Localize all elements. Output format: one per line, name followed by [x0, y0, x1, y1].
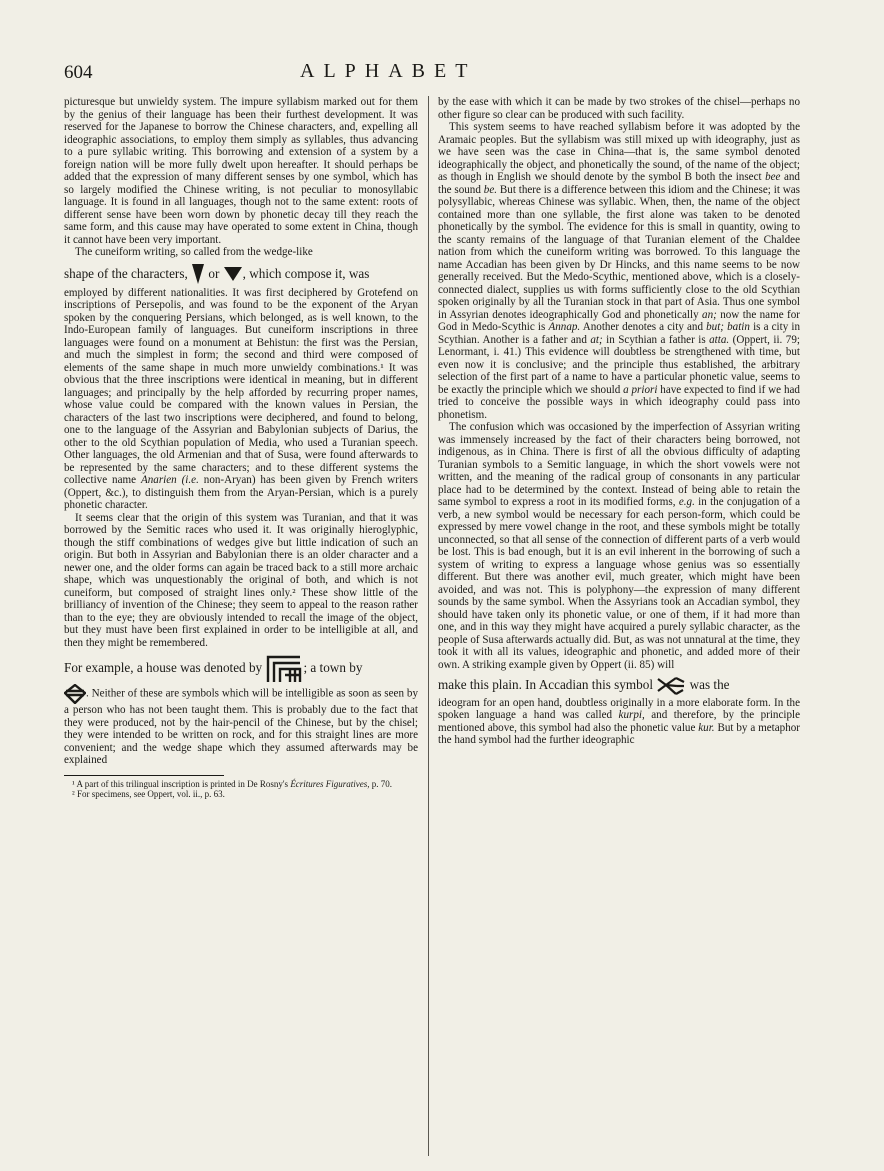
page-number: 604: [64, 62, 93, 83]
italic-term: kur.: [698, 721, 715, 734]
text: . Neither of these are symbols which will be intelligible as soon as seen by a person who has not been taught them. This is probably due to the fact that they were produced, not by the hair-pencil of the Chinese, but by the chisel; they were intended to be written on rock, and for this straight lines are more convenient; and the wedge shape which they assumed afterwards may be explained: [64, 687, 418, 766]
text: p. 70.: [371, 778, 392, 789]
left-column: [64, 96, 418, 800]
text: and therefore, by the principle mentioned above, this symbol had also the phonetic value: [438, 709, 801, 734]
text: The confusion which was occasioned by the imperfection of Assyrian writing was immensely increased by the fact of their characters being borrowed, not indigenous, as in China. There is first of all the obvious difficulty of adapting Turanian symbols to a Semitic language, in which the short vowels were not written, and the meaning of the radical group of consonants in any particular place had to be determined by the context. Instead of being able to retain the same symbol to express a root in its modified forms,: [438, 421, 800, 508]
column-divider: [428, 96, 429, 1156]
text: But by a metaphor the hand symbol had the further ideographic: [438, 721, 801, 747]
text: non-Aryan) has been given by French writers (Oppert, &c.), to distinguish them from the Aryan-Persian, which is a purely phonetic character.: [64, 474, 418, 511]
italic-term: Annap.: [548, 321, 581, 333]
figure-line: [438, 674, 800, 697]
italic-term: a priori: [623, 383, 658, 396]
text: is a city in Scythian. Another is a father and: [438, 321, 800, 346]
text: and the sound: [438, 171, 800, 196]
footnote: [64, 779, 418, 790]
text: in the conjugation of a verb, a new symbol would be necessary for each person-form, which could be expressed by mere vowel change in the root, and these symbols might be totally unconnected, so that all sense of the connection of different parts of a verb would be lost. This is bad enough, but it is an evil inherent in the borrowing of such a system of writing to express a language whose genius was so essentially different. But there was another evil, much greater, which might have been avoided, and was not. This is polyphony—the expression of many different sounds by the same symbol. When the Assyrians took an Accadian symbol, they should have taken only its phonetic value, or one of them, if it had more than one, and in this way they might have acquired a purely syllabic character, as the people of Susa afterwards actually did. But, as was not unnatural at the time, they took it with all its values, ideographic and phonetic, and added more of their own. A striking example given by Oppert (ii. 85) will: [438, 496, 801, 671]
italic-term: an;: [702, 308, 717, 321]
text: in Scythian a father is: [606, 333, 706, 346]
wedge-shape-line: [64, 261, 418, 287]
text: was the: [689, 677, 730, 692]
italic-term: (i.e.: [181, 474, 199, 486]
footnote-divider: [64, 775, 224, 776]
paragraph: The cuneiform writing, so called from the wedge-like: [75, 246, 313, 258]
paragraph: [438, 421, 800, 671]
italic-term: be.: [483, 183, 498, 196]
text: (Oppert, ii. 79; Lenormant, i. 41.) This evidence will doubtless be strengthened with time, but even now it is conclusive; and the principle thus established, the arbitrary selection of the first part of a name to have a particular phonetic value, seems to be exactly the principle which we should: [438, 333, 800, 396]
italic-term: Anarien: [140, 474, 177, 486]
italic-term: batin: [727, 321, 750, 333]
text: have expected to find if we had tried to conceive the possible ways in which ideography could pass into phonetism.: [438, 383, 800, 421]
paragraph: by the ease with which it can be made by two strokes of the chisel—perhaps no other figure so clear can be produced with such facility.: [438, 96, 800, 121]
text: This system seems to have reached syllabism before it was adopted by the Aramaic peoples. But the syllabism was still mixed up with ideography, just as we have seen was the case in China—that is, the same symbol denoted ideographically the object, and phonetically the sound, of the name of the object; as though in English we should denote by the symbol B both the insect: [438, 121, 800, 183]
running-head: ALPHABET: [300, 60, 477, 82]
figure-line: [64, 654, 418, 684]
text: now the name for God in Medo-Scythic is: [438, 308, 800, 333]
vertical-wedge-icon: [191, 263, 205, 285]
hand-symbol-icon: [656, 675, 686, 697]
text: ; a town by: [303, 660, 363, 676]
text: or: [208, 265, 220, 281]
right-column: [438, 96, 800, 747]
italic-title: Écritures Figuratives,: [290, 778, 370, 789]
text: , which compose it, was: [242, 265, 370, 281]
text: make this plain. In Accadian this symbol: [438, 677, 653, 692]
text: For example, a house was denoted by: [64, 660, 263, 676]
italic-term: atta.: [709, 333, 730, 346]
italic-term: at;: [590, 333, 603, 346]
text: ideogram for an open hand, doubtless originally in a more elaborate form. In the spoken language a hand was called: [438, 696, 800, 722]
text: ¹ A part of this trilingual inscription is printed in De Rosny's: [72, 778, 289, 789]
footnote: ² For specimens, see Oppert, vol. ii., p. 63.: [72, 789, 225, 799]
paragraph: [438, 121, 800, 421]
paragraph: picturesque but unwieldy system. The impure syllabism marked out for them by the genius of their language has been their furthest development. It was reserved for the Japanese to borrow the Chinese characters, and, expelling all ideographic associations, to employ them simply as syllables, thus advancing to a pure syllabic writing. This borrowing and extension of a system by a foreign nation will be more fully dwelt upon hereafter. It should perhaps be added that the expression of many different senses by one symbol, which has so largely modified the Chinese writing, is not peculiar to monosyllabic language. It is found in all languages, though not to the same extent: roots of different sense have been worn down by phonetic decay till they reach the same form, and this cause may have operated to some extent in China, though it cannot have been very important.: [64, 96, 418, 246]
text: But there is a difference between this idiom and the Chinese; it was polysyllabic, whereas Chinese was syllabic. When, then, the name of the object contained more than one syllable, the first alone was taken to be denoted phonetically by the symbol. The evidence for this is small in quantity, owing to the scanty remains of the language of that Turanian element of the Chaldee nation from which the cuneiform writing was borrowed. To this language the name Accadian has been given by Dr Hincks, and this name seems to be now generally received. But the Medo-Scythic, mentioned above, which is a closely-connected dialect, supplies us with forms sufficiently close to the old Scythian spoken originally by all the Turanian stock in that part of Asia. Thus one symbol in Assyrian denotes ideographically God and phonetically: [438, 183, 800, 321]
horizontal-wedge-icon: [223, 266, 243, 282]
house-symbol-icon: [265, 654, 303, 684]
paragraph: [64, 684, 418, 767]
italic-term: but;: [706, 321, 724, 333]
text: shape of the characters,: [64, 265, 188, 281]
town-symbol-icon: [64, 684, 86, 704]
paragraph: [438, 697, 800, 747]
paragraph: It seems clear that the origin of this system was Turanian, and that it was borrowed by the Semitic races who used it. It was originally hieroglyphic, though the stiff combinations of wedges give but little indication of such an origin. But both in Assyrian and Babylonian there is an older character and a newer one, and the older forms can again be traced back to a still more archaic shape, which was unquestionably the original of both, and which is not cuneiform, but composed of straight lines only.² These show little of the brilliancy of invention of the Chinese; they seem to appeal to the reason rather than to the eye; they are obviously intended to recall the image of the object, but they must have been first explained in order to be intelligible at all, and then they might be remembered.: [64, 511, 418, 649]
paragraph: [64, 287, 418, 512]
italic-term: kurpi,: [618, 709, 645, 722]
italic-term: bee: [765, 171, 781, 183]
text: Another denotes a city and: [582, 321, 703, 333]
text: employed by different nationalities. It was first deciphered by Grotefend on inscriptions of Persepolis, and was found to be the exponent of the Aryan spoken by the conquering Persians, which belonged, as is well known, to the Indo-European family of languages. But cuneiform inscriptions in three languages were found on a monument at Behistun: the first was the Persian, and much the simplest in form; the second and third were composed of elements of the same shape in much more unwieldy combinations.¹ It was obvious that the three inscriptions were identical in meaning, but in different languages; and principally by the help afforded by recurring proper names, whose value could be compared with the known values in Persian, the characters of the last two inscriptions were deciphered, and found to belong, one to the language of the Assyrian and Babylonian subjects of Darius, the other to the old Scythian population of Media, who used a Turanian speech. Other languages, the old Armenian and that of Susa, were found afterwards to be represented by the same characters; and to these different systems the collective name: [64, 286, 418, 486]
italic-term: e.g.: [678, 496, 695, 508]
